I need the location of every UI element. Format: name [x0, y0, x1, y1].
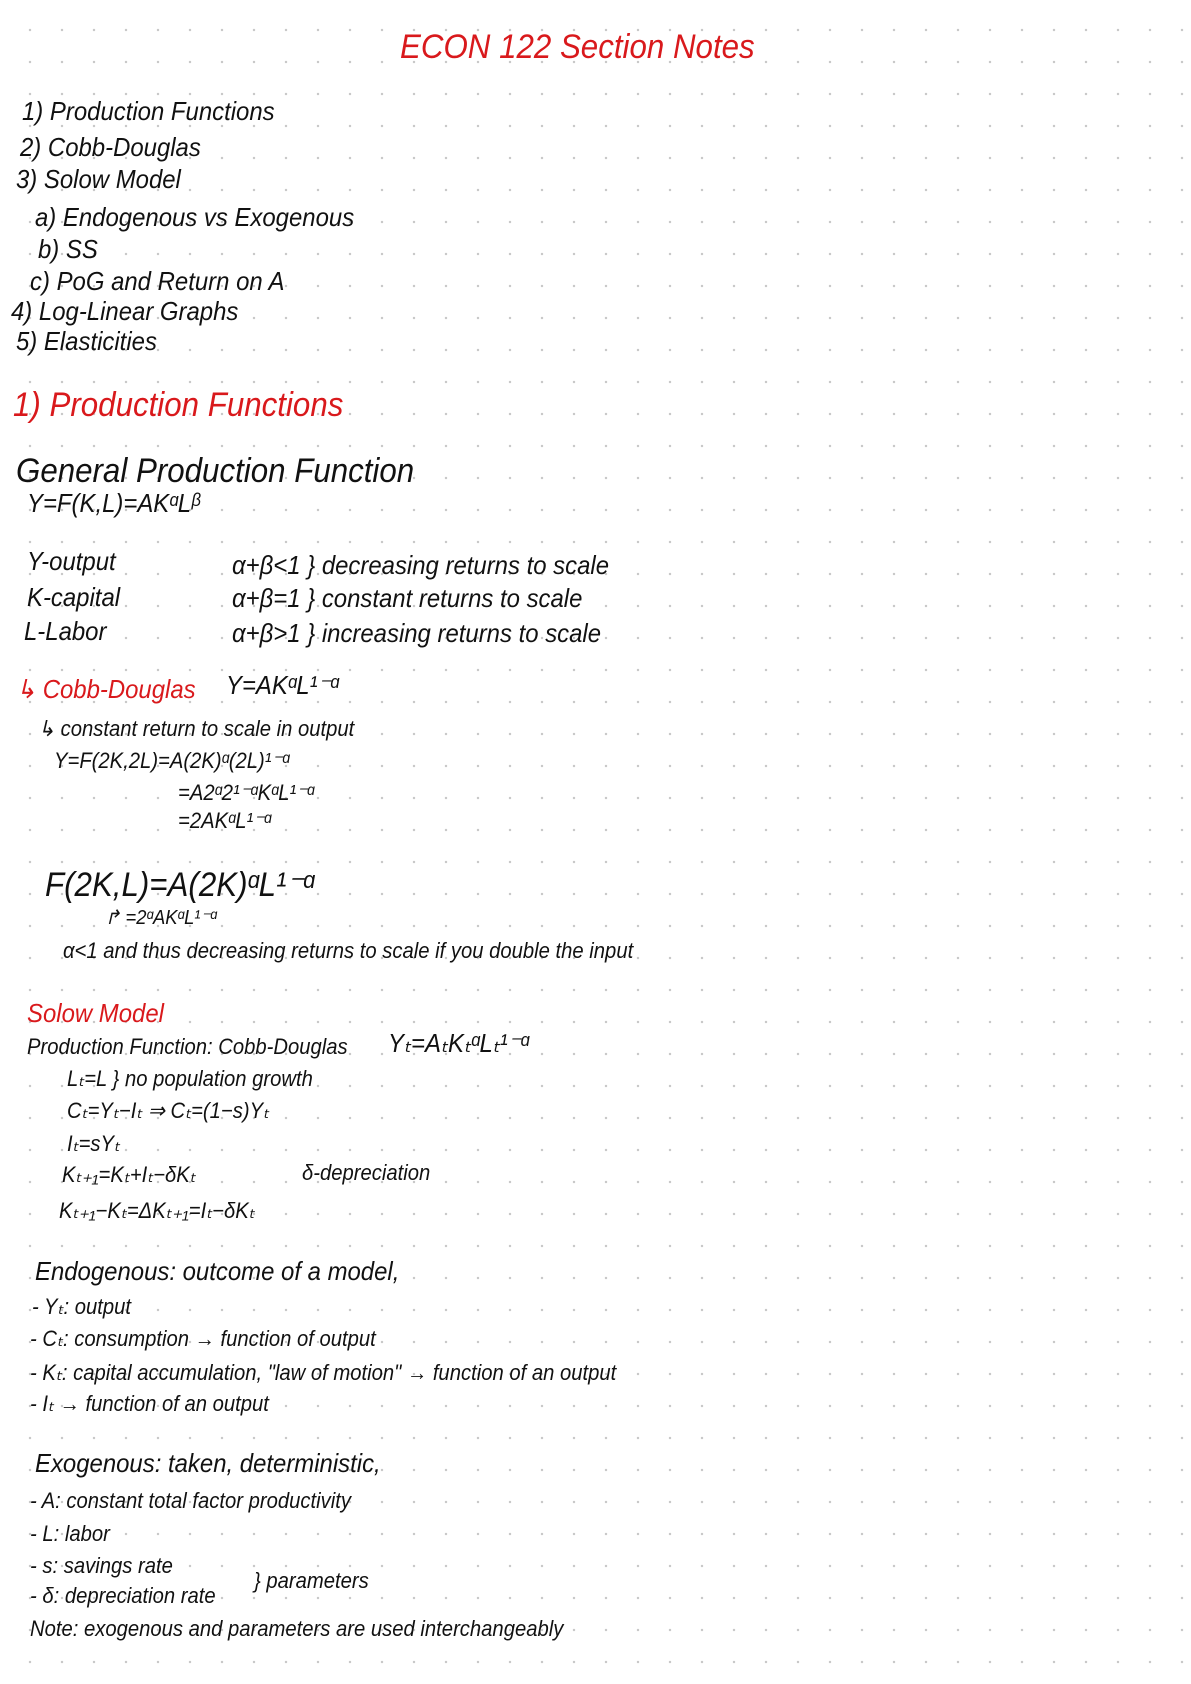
- page-title: ECON 122 Section Notes: [400, 28, 755, 66]
- solow-eq: Kₜ₊₁−Kₜ=ΔKₜ₊₁=Iₜ−δKₜ: [59, 1198, 255, 1223]
- proof-line: =A2ᵅ2¹⁻ᵅKᵅL¹⁻ᵅ: [178, 780, 315, 805]
- f2k-equation: F(2K,L)=A(2K)ᵅL¹⁻ᵅ: [45, 866, 314, 904]
- cobb-douglas-label: ↳ Cobb-Douglas: [16, 674, 196, 704]
- var-def: K-capital: [27, 582, 121, 612]
- proof-line: =2AKᵅL¹⁻ᵅ: [178, 808, 272, 833]
- returns-rule: α+β>1 } increasing returns to scale: [232, 618, 602, 648]
- general-title: General Production Function: [16, 452, 415, 490]
- exogenous-item: - δ: depreciation rate: [30, 1583, 216, 1608]
- outline-item: a) Endogenous vs Exogenous: [35, 202, 355, 232]
- solow-eq: Iₜ=sYₜ: [67, 1131, 121, 1156]
- outline-item: 2) Cobb-Douglas: [20, 132, 201, 162]
- exogenous-title: Exogenous: taken, deterministic,: [35, 1448, 381, 1478]
- solow-prod-equation: Yₜ=AₜKₜᵅLₜ¹⁻ᵅ: [388, 1028, 529, 1058]
- note: Note: exogenous and parameters are used interchangeably: [30, 1616, 564, 1641]
- endogenous-title: Endogenous: outcome of a model,: [35, 1256, 400, 1286]
- outline-item: c) PoG and Return on A: [30, 266, 285, 296]
- exogenous-item: - s: savings rate: [30, 1553, 173, 1578]
- cobb-douglas-equation: Y=AKᵅL¹⁻ᵅ: [226, 670, 339, 700]
- var-def: L-Labor: [24, 616, 107, 646]
- exogenous-item: - L: labor: [30, 1521, 110, 1546]
- returns-rule: α+β=1 } constant returns to scale: [232, 583, 583, 613]
- endogenous-item: - Yₜ: output: [32, 1294, 131, 1319]
- proof-line: Y=F(2K,2L)=A(2K)ᵅ(2L)¹⁻ᵅ: [54, 748, 290, 773]
- solow-prod-label: Production Function: Cobb-Douglas: [27, 1034, 348, 1059]
- outline-item: b) SS: [38, 234, 98, 264]
- delta-note: δ-depreciation: [302, 1160, 431, 1185]
- outline-item: 3) Solow Model: [16, 164, 181, 194]
- general-equation: Y=F(K,L)=AKᵅLᵝ: [27, 488, 201, 518]
- endogenous-item: - Cₜ: consumption → function of output: [30, 1326, 376, 1351]
- returns-rule: α+β<1 } decreasing returns to scale: [232, 550, 610, 580]
- f2k-step: ↱ =2ᵅAKᵅL¹⁻ᵅ: [105, 907, 217, 929]
- parameters-brace: } parameters: [254, 1568, 369, 1593]
- solow-eq: Kₜ₊₁=Kₜ+Iₜ−δKₜ: [62, 1162, 196, 1187]
- outline-item: 4) Log-Linear Graphs: [11, 296, 239, 326]
- outline-item: 5) Elasticities: [16, 326, 157, 356]
- solow-eq: Cₜ=Yₜ−Iₜ ⇒ Cₜ=(1−s)Yₜ: [67, 1098, 270, 1123]
- exogenous-item: - A: constant total factor productivity: [30, 1488, 351, 1513]
- section-heading: Solow Model: [27, 998, 164, 1028]
- section-heading: 1) Production Functions: [13, 386, 344, 424]
- solow-eq: Lₜ=L } no population growth: [67, 1066, 313, 1091]
- endogenous-item: - Kₜ: capital accumulation, "law of motion" → function of an output: [30, 1360, 617, 1385]
- f2k-note: α<1 and thus decreasing returns to scale if you double the input: [63, 938, 634, 963]
- outline-item: 1) Production Functions: [22, 96, 275, 126]
- endogenous-item: - Iₜ → function of an output: [30, 1391, 269, 1416]
- var-def: Y-output: [27, 546, 116, 576]
- crs-note: ↳ constant return to scale in output: [38, 716, 355, 741]
